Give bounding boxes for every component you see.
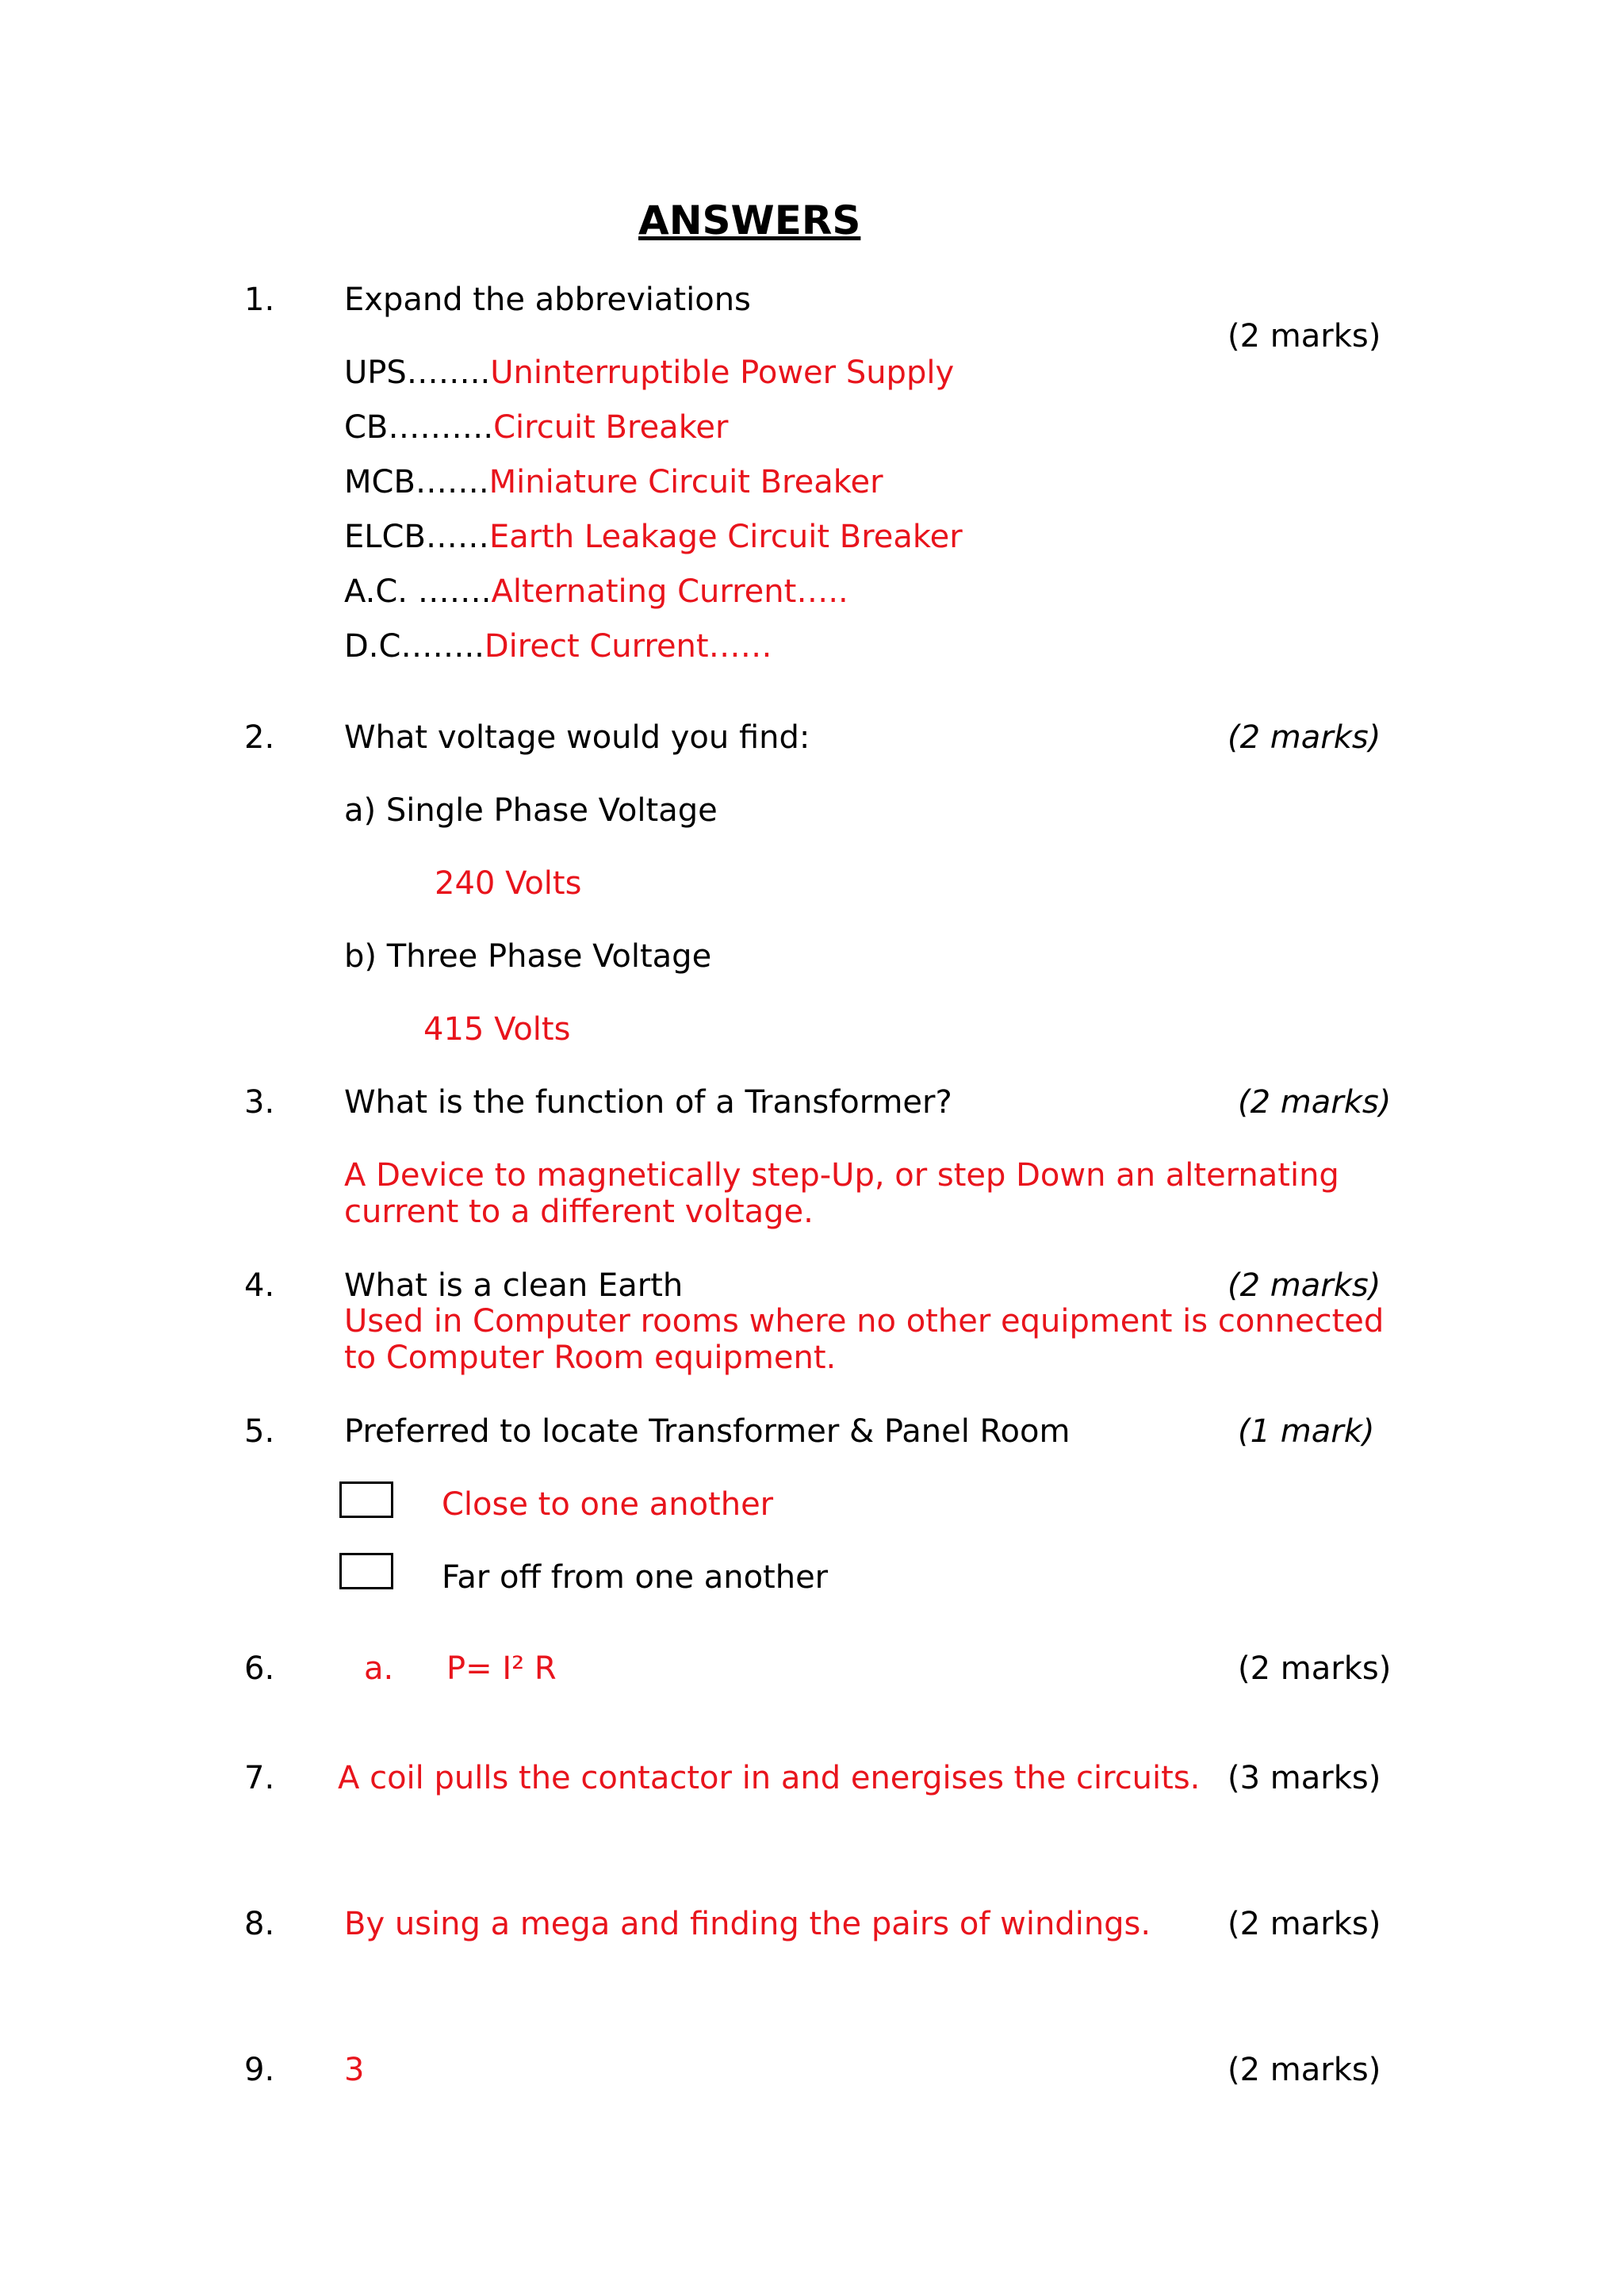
abbr-answer: Uninterruptible Power Supply [490,355,955,391]
q7-number: 7. [244,1760,275,1796]
option-checkbox-1[interactable] [339,1481,393,1518]
abbr: MCB……. [344,464,489,500]
q1-item [344,627,772,665]
q8-marks: (2 marks) [1228,1906,1381,1942]
q4-marks: (2 marks) [1228,1267,1381,1304]
abbr: UPS…….. [344,355,491,391]
q3-marks: (2 marks) [1238,1084,1392,1121]
q9-marks: (2 marks) [1228,2052,1381,2088]
q1-item [344,408,728,447]
q3-text: What is the function of a Transformer? [344,1084,952,1121]
q1-item [344,518,963,556]
q6-marks: (2 marks) [1238,1650,1392,1687]
q1-item [344,463,883,501]
q5-option-1: Close to one another [442,1486,774,1523]
q6-number: 6. [244,1650,275,1687]
abbr: A.C. ……. [344,573,492,610]
q2-marks: (2 marks) [1228,719,1381,756]
q2-text: What voltage would you find: [344,719,810,756]
q2-number: 2. [244,719,275,756]
q1-marks: (2 marks) [1228,318,1381,355]
abbr-answer: Miniature Circuit Breaker [488,464,883,500]
q4-text: What is a clean Earth [344,1267,684,1304]
q3-answer: A Device to magnetically step-Up, or step Down an alternating current to a different voltage. [344,1157,1339,1230]
q4-number: 4. [244,1267,275,1304]
abbr-answer: Earth Leakage Circuit Breaker [488,519,963,555]
q1-text: Expand the abbreviations [344,282,751,318]
q5-marks: (1 mark) [1238,1413,1375,1450]
q7-marks: (3 marks) [1228,1760,1381,1796]
q1-item [344,354,954,392]
abbr: D.C…….. [344,628,485,665]
q6-label: a. [364,1650,394,1687]
q8-number: 8. [244,1906,275,1942]
q2-a-label: a) Single Phase Voltage [344,792,718,829]
q2-a-answer: 240 Volts [435,865,582,902]
q6-answer: P= I² R [446,1650,557,1687]
q5-text: Preferred to locate Transformer & Panel Room [344,1413,1071,1450]
q1-item [344,573,848,611]
abbr-answer: Direct Current…… [484,628,772,665]
q2-b-answer: 415 Volts [423,1011,571,1048]
q9-number: 9. [244,2052,275,2088]
q4-answer: Used in Computer rooms where no other equipment is connected to Computer Room equipment. [344,1303,1385,1376]
q5-option-2: Far off from one another [442,1559,829,1596]
abbr-answer: Alternating Current….. [491,573,848,610]
page-title: ANSWERS [638,197,861,243]
q1-number: 1. [244,282,275,318]
abbr-answer: Circuit Breaker [493,409,729,446]
q8-answer: By using a mega and finding the pairs of windings. [344,1906,1151,1942]
abbr: ELCB…… [344,519,489,555]
q2-b-label: b) Three Phase Voltage [344,938,712,975]
q9-answer: 3 [344,2052,365,2088]
q5-number: 5. [244,1413,275,1450]
abbr: CB………. [344,409,494,446]
option-checkbox-2[interactable] [339,1553,393,1589]
q3-number: 3. [244,1084,275,1121]
q7-answer: A coil pulls the contactor in and energises the circuits. [338,1760,1201,1796]
